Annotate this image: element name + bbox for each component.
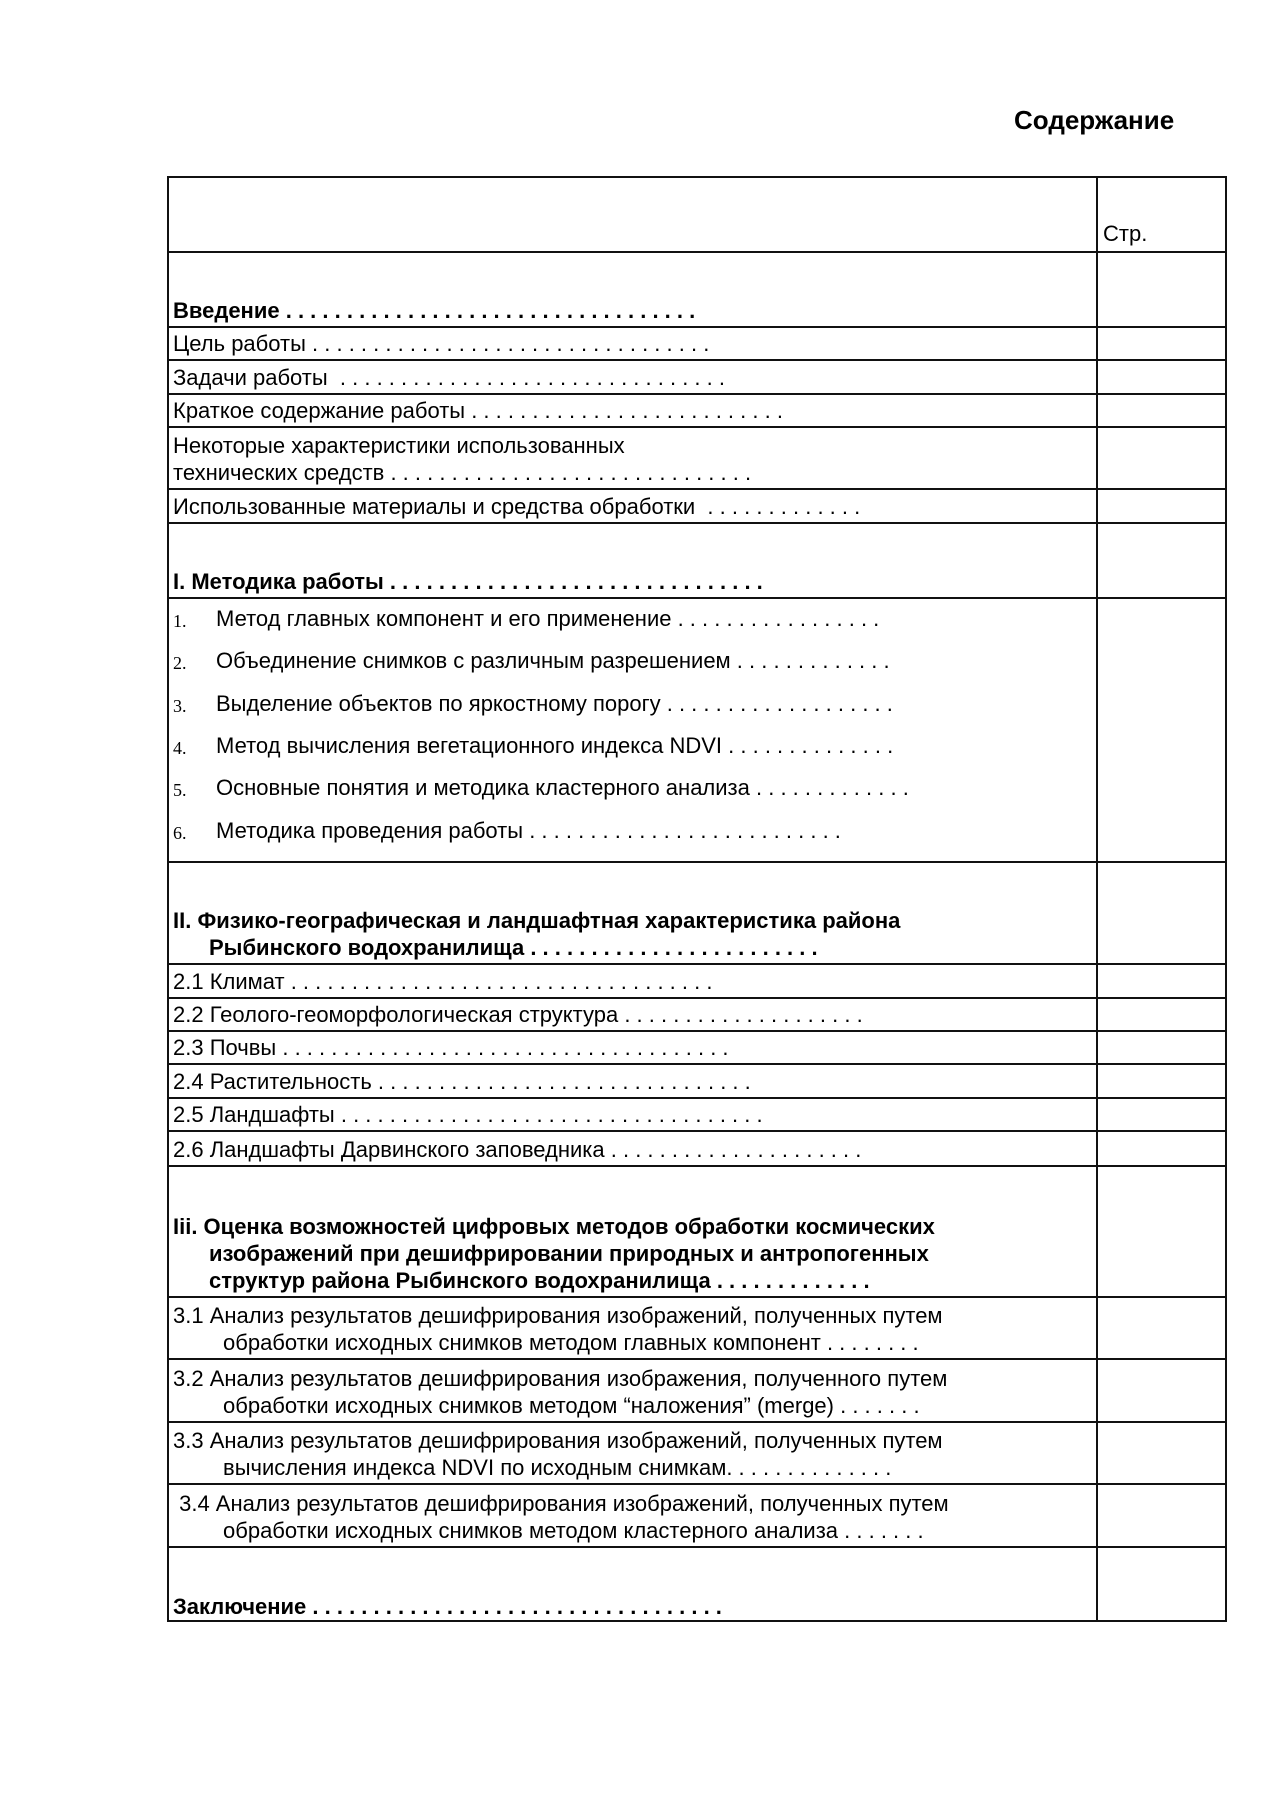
chapter-title: I. Методика работы [173,569,384,594]
toc-entry-3-2[interactable] [169,1360,1225,1423]
dot-leader: . . . . . . . . . . . . . . . . . . . . . . . . . . . . . . . . . . . [284,969,713,994]
chapter-title-line1: II. Физико-географическая и ландшафтная характеристика района [173,908,901,933]
toc-entry-2-1[interactable] [169,965,1225,999]
chapter-title-line2: Рыбинского водохранилища [209,935,525,960]
entry-title: 2.3 Почвы [173,1035,277,1060]
page-number [1098,863,1225,963]
chapter1-subsection-list [169,599,1225,863]
list-number: 3. [173,695,187,716]
page-number [1098,1298,1225,1358]
dot-leader: . . . . . . . . . . . . . [710,1268,870,1293]
page-number [1098,1167,1225,1296]
dot-leader: . . . . . . . . . . . . . . . . . . . . . . . . . . . . . . . [383,569,763,594]
entry-title-line2: обработки исходных снимков методом “наложения” (merge) [223,1393,834,1418]
list-item-title: Методика проведения работы [216,817,524,843]
list-item-title: Метод вычисления вегетационного индекса NDVI [216,732,723,758]
dot-leader: . . . . . . . . . . . . . [695,494,861,519]
entry-title: Задачи работы [173,365,328,390]
page-number [1098,999,1225,1030]
list-number: 1. [173,611,187,631]
dot-leader: . . . . . . . . . . . . . . . . . . . . . . . . . . [465,398,783,423]
toc-entry-2-2[interactable] [169,999,1225,1032]
entry-title-line2: технических средств [173,460,385,485]
chapter-title-line2: изображений при дешифрировании природных и антропогенных [209,1241,929,1266]
page-number [1098,524,1225,597]
entry-title-line1: 3.4 Анализ результатов дешифрирования изображений, полученных путем [173,1491,949,1516]
list-item[interactable] [173,774,1092,816]
dot-leader: . . . . . . . [834,1393,920,1418]
toc-entry-materials[interactable] [169,490,1225,524]
list-item[interactable] [173,817,1092,859]
page-number [1098,328,1225,359]
page-number [1098,361,1225,393]
list-item-title: Метод главных компонент и его применение [216,606,672,631]
page-number [1098,1548,1225,1622]
page-number [1098,1360,1225,1421]
entry-title-line1: 3.3 Анализ результатов дешифрирования изображений, полученных путем [173,1428,943,1453]
toc-entry-3-4[interactable] [169,1485,1225,1548]
list-number: 4. [173,737,187,758]
page-number [1098,1099,1225,1130]
dot-leader: . . . . . . . . . . . . . . . . . . . . . . . . . . . . . . . . . [305,331,710,356]
entry-title: Краткое содержание работы [173,398,466,423]
chapter-title-line3: структур района Рыбинского водохранилища [209,1268,711,1293]
dot-leader: . . . . . . . . . . . . . . . . . . . . . . . . [524,935,818,960]
page-number [1098,490,1225,522]
page-number [1098,599,1225,861]
entry-title-line1: Некоторые характеристики использованных [173,433,625,458]
page-number [1098,253,1225,326]
dot-leader: . . . . . . . . . . . . . . . . . . . . . . . . . . . . . . [384,460,752,485]
dot-leader: . . . . . . . . . . . . . [730,648,890,674]
toc-entry-chapter3[interactable] [169,1167,1225,1298]
table-of-contents [167,176,1227,1622]
page-number [1098,428,1225,488]
dot-leader: . . . . . . . . . . . . . [732,1455,892,1480]
page-title: Содержание [1014,105,1175,135]
list-item[interactable] [173,647,1092,689]
list-item[interactable] [173,605,1092,647]
entry-title: 2.6 Ландшафты Дарвинского заповедника [173,1137,605,1162]
toc-entry-3-1[interactable] [169,1298,1225,1360]
dot-leader: . . . . . . . . [820,1330,919,1355]
page-number [1098,395,1225,426]
entry-title-line1: 3.2 Анализ результатов дешифрирования изображения, полученного путем [173,1366,948,1391]
toc-entry-intro[interactable] [169,253,1225,328]
entry-title: 2.2 Геолого-геоморфологическая структура [173,1002,619,1027]
entry-title-line2: вычисления индекса NDVI по исходным снимкам. [223,1455,733,1480]
page-number [1098,965,1225,997]
toc-entry-conclusion[interactable] [169,1548,1225,1622]
list-item[interactable] [173,690,1092,732]
entry-title: Цель работы [173,331,306,356]
entry-title: 2.1 Климат [173,969,285,994]
dot-leader: . . . . . . . . . . . . . . . . . . . . . [604,1137,862,1162]
page-number [1098,1485,1225,1546]
dot-leader: . . . . . . . . . . . . . . . . . [671,606,880,631]
dot-leader: . . . . . . . . . . . . . . . . . . . . . . . . . . . . . . . . . . [306,1594,722,1619]
dot-leader: . . . . . . . . . . . . . . . . . . . . . . . . . . . . . . . . . . . . . [276,1035,729,1060]
toc-entry-2-4[interactable] [169,1065,1225,1099]
entry-title-line2: обработки исходных снимков методом главных компонент [223,1330,821,1355]
chapter-title-line1: Iii. Оценка возможностей цифровых методов обработки космических [173,1214,935,1239]
toc-entry-chapter1[interactable] [169,524,1225,599]
entry-title: Использованные материалы и средства обработки [173,494,696,519]
list-number: 6. [173,822,187,843]
list-item-title: Основные понятия и методика кластерного анализа [216,775,750,801]
list-item-title: Выделение объектов по яркостному порогу [216,690,661,716]
toc-entry-tech[interactable] [169,428,1225,490]
toc-entry-2-3[interactable] [169,1032,1225,1065]
toc-header-row [169,178,1225,253]
page-number [1098,1423,1225,1483]
list-number: 2. [173,653,187,674]
toc-entry-tasks[interactable] [169,361,1225,395]
toc-header-title-cell [169,178,1098,251]
toc-entry-3-3[interactable] [169,1423,1225,1485]
toc-entry-summary[interactable] [169,395,1225,428]
entry-title: Заключение [173,1594,307,1619]
entry-title-line1: 3.1 Анализ результатов дешифрирования изображений, полученных путем [173,1303,943,1328]
entry-title: Введение [173,298,280,323]
dot-leader: . . . . . . . . . . . . . . . . . . . [660,690,893,716]
dot-leader: . . . . . . . . . . . . . . . . . . . . . . . . . . . . . . . [371,1069,751,1094]
toc-entry-2-5[interactable] [169,1099,1225,1132]
list-number: 5. [173,780,187,801]
entry-title: 2.4 Растительность [173,1069,372,1094]
toc-entry-chapter2[interactable] [169,863,1225,965]
page-number [1098,1032,1225,1063]
page-number [1098,1065,1225,1097]
entry-title: 2.5 Ландшафты [173,1102,335,1127]
dot-leader: . . . . . . . . . . . . . [749,775,909,801]
dot-leader: . . . . . . . . . . . . . . . . . . . . [618,1002,863,1027]
dot-leader: . . . . . . . . . . . . . . . . . . . . . . . . . . . . . . . . [327,365,725,390]
list-item-title: Объединение снимков с различным разрешением [216,648,731,674]
toc-entry-2-6[interactable] [169,1132,1225,1167]
toc-entry-goal[interactable] [169,328,1225,361]
dot-leader: . . . . . . . [838,1518,924,1543]
dot-leader: . . . . . . . . . . . . . . . . . . . . . . . . . . [523,817,841,843]
list-item[interactable] [173,732,1092,774]
dot-leader: . . . . . . . . . . . . . . [722,732,894,758]
dot-leader: . . . . . . . . . . . . . . . . . . . . . . . . . . . . . . . . . . . [334,1102,763,1127]
dot-leader: . . . . . . . . . . . . . . . . . . . . . . . . . . . . . . . . . . [279,298,696,323]
entry-title-line2: обработки исходных снимков методом кластерного анализа [223,1518,839,1543]
page-column-header: Стр. [1103,221,1148,246]
page-number [1098,1132,1225,1165]
